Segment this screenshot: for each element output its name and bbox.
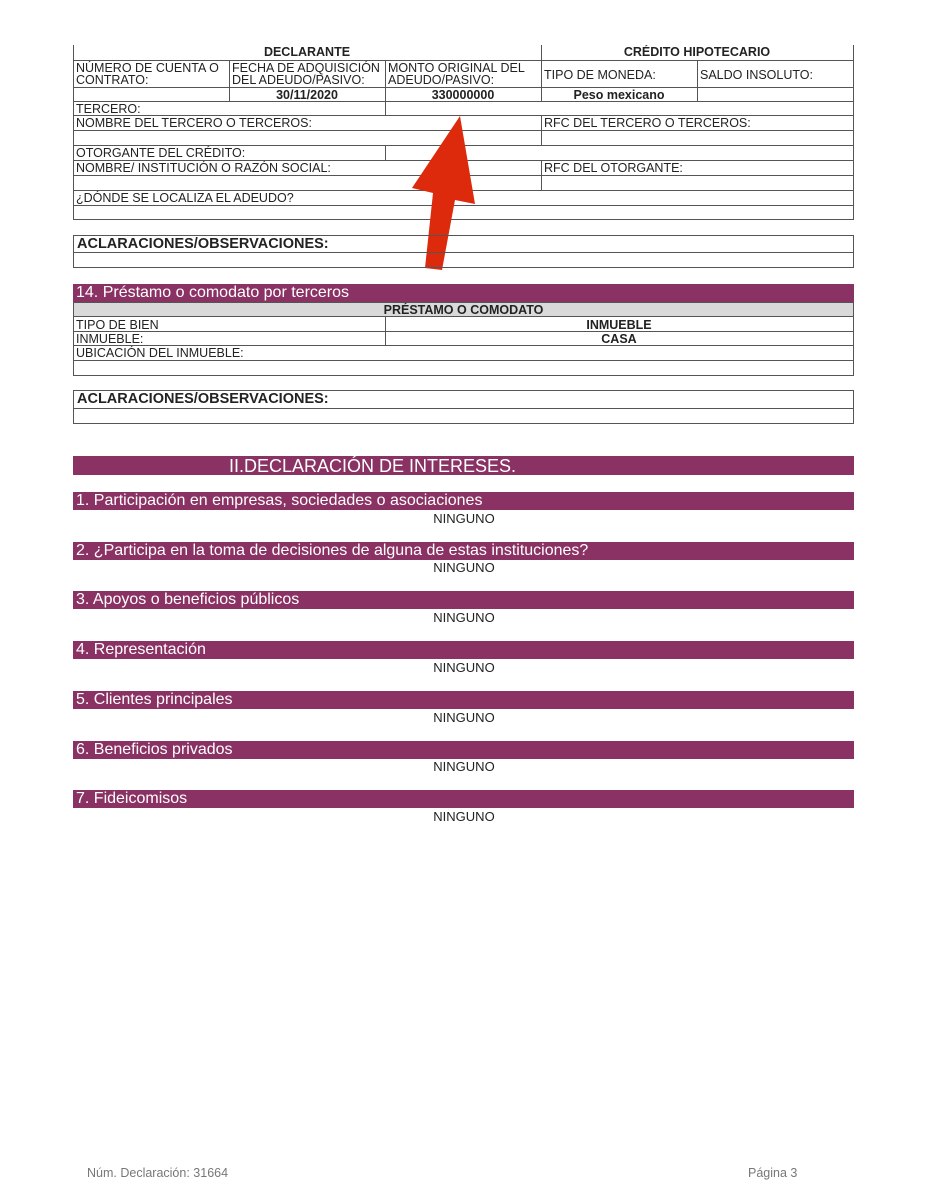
credito-header: CRÉDITO HIPOTECARIO (623, 45, 771, 59)
observaciones-box-2 (73, 390, 854, 424)
rfc-otorgante-label: RFC DEL OTORGANTE: (544, 161, 683, 175)
ubicacion-label: UBICACIÓN DEL INMUEBLE: (76, 346, 244, 360)
interest-section-title: 7. Fideicomisos (73, 790, 854, 808)
interest-section-title: 3. Apoyos o beneficios públicos (73, 591, 854, 609)
institucion-label: NOMBRE/ INSTITUCIÓN O RAZÓN SOCIAL: (76, 161, 331, 175)
otorgante-label: OTORGANTE DEL CRÉDITO: (76, 146, 246, 160)
interest-section-title: 2. ¿Participa en la toma de decisiones de alguna de estas instituciones? (73, 542, 854, 560)
interest-section-value: NINGUNO (433, 809, 495, 824)
interest-section-title: 4. Representación (73, 641, 854, 659)
saldo-insoluto-label: SALDO INSOLUTO: (700, 68, 813, 82)
nombre-tercero-label: NOMBRE DEL TERCERO O TERCEROS: (76, 116, 312, 130)
interest-section-value: NINGUNO (433, 610, 495, 625)
interest-section-title: 5. Clientes principales (73, 691, 854, 709)
interest-section-title: 1. Participación en empresas, sociedades o asociaciones (73, 492, 854, 510)
footer-declaracion-number: Núm. Declaración: 31664 (87, 1166, 229, 1180)
inmueble-value: CASA (601, 332, 637, 345)
prestamo-subheader: PRÉSTAMO O COMODATO (383, 303, 544, 317)
tipo-moneda-label: TIPO DE MONEDA: (544, 68, 656, 82)
table-rule (853, 45, 854, 219)
table-rule (853, 317, 854, 375)
table-rule (73, 375, 854, 376)
interest-section-value: NINGUNO (433, 660, 495, 675)
tipo-bien-value: INMUEBLE (586, 318, 652, 331)
moneda-value: Peso mexicano (573, 88, 665, 101)
observaciones-box (73, 235, 854, 268)
observaciones-label-2: ACLARACIONES/OBSERVACIONES: (77, 391, 329, 407)
interest-section-title: 6. Beneficios privados (73, 741, 854, 759)
prestamo-section-title: 14. Préstamo o comodato por terceros (73, 284, 854, 302)
numero-cuenta-label: NÚMERO DE CUENTA O CONTRATO: (76, 61, 219, 87)
interest-section-value: NINGUNO (433, 560, 495, 575)
table-rule (74, 252, 853, 253)
monto-original-label: MONTO ORIGINAL DEL ADEUDO/PASIVO: (388, 61, 525, 87)
inmueble-label: INMUEBLE: (76, 332, 144, 345)
interest-section-value: NINGUNO (433, 759, 495, 774)
table-rule (385, 145, 386, 160)
footer-page-number: Página 3 (748, 1166, 798, 1180)
tercero-label: TERCERO: (76, 102, 141, 115)
observaciones-label: ACLARACIONES/OBSERVACIONES: (77, 236, 329, 252)
intereses-title: II.DECLARACIÓN DE INTERESES. (73, 456, 854, 475)
table-rule (73, 360, 854, 361)
fecha-adquisicion-label: FECHA DE ADQUISICIÓN DEL ADEUDO/PASIVO: (232, 61, 380, 87)
rfc-tercero-label: RFC DEL TERCERO O TERCEROS: (544, 116, 751, 130)
interest-section-value: NINGUNO (433, 511, 495, 526)
interest-section-value: NINGUNO (433, 710, 495, 725)
monto-value: 330000000 (431, 88, 495, 101)
declarante-header: DECLARANTE (263, 45, 351, 59)
prestamo-subheader-bar (73, 302, 854, 317)
fecha-value: 30/11/2020 (276, 88, 338, 101)
donde-adeudo-label: ¿DÓNDE SE LOCALIZA EL ADEUDO? (76, 191, 294, 205)
tipo-bien-label: TIPO DE BIEN (76, 318, 159, 331)
table-rule (74, 408, 853, 409)
